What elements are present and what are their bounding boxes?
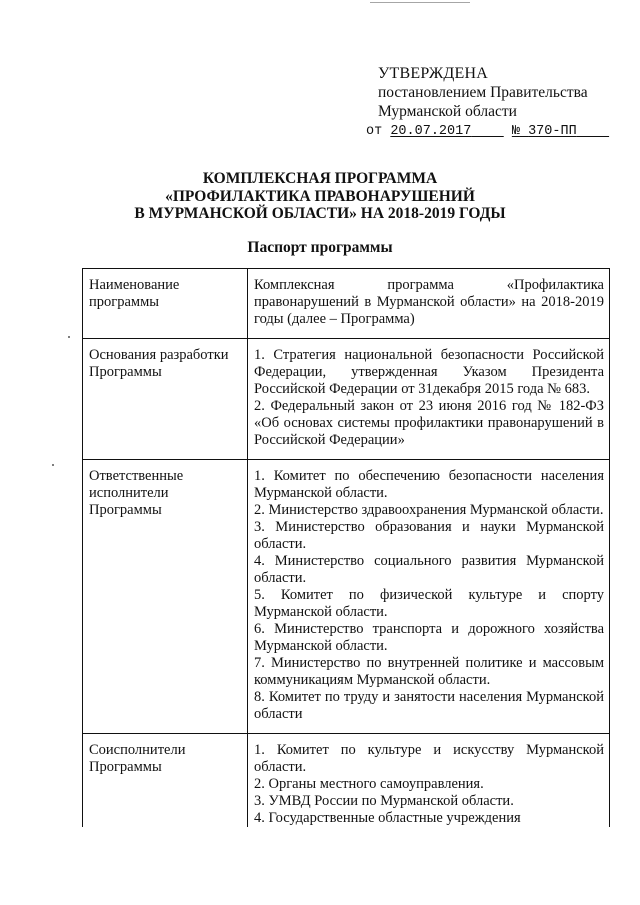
row-label: Основания разработки Программы — [83, 339, 248, 460]
scan-artifact-dot — [52, 464, 54, 466]
approval-stamp — [366, 64, 609, 141]
list-item: 4. Государственные областные учреждения — [254, 810, 521, 826]
list-item: 6. Министерство транспорта и дорожного хозяйства Мурманской области. — [254, 621, 604, 654]
list-item: 1. Комитет по обеспечению безопасности населения Мурманской области. — [254, 468, 604, 501]
table-row — [83, 460, 610, 734]
approval-heading: УТВЕРЖДЕНА — [378, 65, 489, 82]
title-line-2: «ПРОФИЛАКТИКА ПРАВОНАРУШЕНИЙ — [165, 187, 475, 205]
passport-table — [82, 268, 610, 827]
row-label: Наименование программы — [83, 269, 248, 339]
row-content — [248, 460, 610, 734]
row-content — [248, 269, 610, 339]
scan-artifact-dot — [68, 336, 70, 338]
date-prefix: от — [366, 124, 383, 139]
approval-line-2: Мурманской области — [378, 103, 517, 120]
list-item: 1. Стратегия национальной безопасности Российской Федерации, утвержденная Указом Президента Российской Федерации от 31декабря 2015 года № 683. — [254, 347, 604, 397]
list-item: 7. Министерство по внутренней политике и массовым коммуникациям Мурманской области. — [254, 655, 604, 688]
table-row — [83, 734, 610, 828]
list-item: Комплексная программа «Профилактика правонарушений в Мурманской области» на 2018-2019 годы (далее – Программа) — [254, 277, 604, 327]
list-item: 1. Комитет по культуре и искусству Мурманской области. — [254, 742, 604, 775]
list-item: 2. Органы местного самоуправления. — [254, 776, 484, 792]
title-line-3: В МУРМАНСКОЙ ОБЛАСТИ» НА 2018-2019 ГОДЫ — [134, 205, 506, 222]
list-item: 4. Министерство социального развития Мурманской области. — [254, 553, 604, 586]
list-item: 3. Министерство образования и науки Мурманской области. — [254, 519, 604, 552]
approval-date: 20.07.2017 — [390, 124, 472, 139]
table-row — [83, 339, 610, 460]
row-label: Ответственные исполнители Программы — [83, 460, 248, 734]
approval-line-1: постановлением Правительства — [378, 84, 588, 101]
list-item: 2. Министерство здравоохранения Мурманской области. — [254, 502, 604, 518]
approval-number: 370-ПП — [528, 124, 577, 139]
row-content — [248, 734, 610, 828]
list-item: 8. Комитет по труду и занятости населения Мурманской области — [254, 689, 604, 722]
row-content — [248, 339, 610, 460]
list-item: 2. Федеральный закон от 23 июня 2016 год № 182-ФЗ «Об основах системы профилактики правонарушений в Российской Федерации» — [254, 398, 604, 448]
document-title — [0, 170, 640, 223]
approval-date-line — [366, 122, 609, 141]
table-row — [83, 269, 610, 339]
scan-artifact-line — [370, 2, 470, 3]
number-prefix: № — [511, 124, 520, 139]
row-label: Соисполнители Программы — [83, 734, 248, 828]
list-item: 3. УМВД России по Мурманской области. — [254, 793, 514, 809]
list-item: 5. Комитет по физической культуре и спорту Мурманской области. — [254, 587, 604, 620]
passport-title: Паспорт программы — [247, 239, 393, 256]
title-line-1: КОМПЛЕКСНАЯ ПРОГРАММА — [202, 170, 438, 187]
